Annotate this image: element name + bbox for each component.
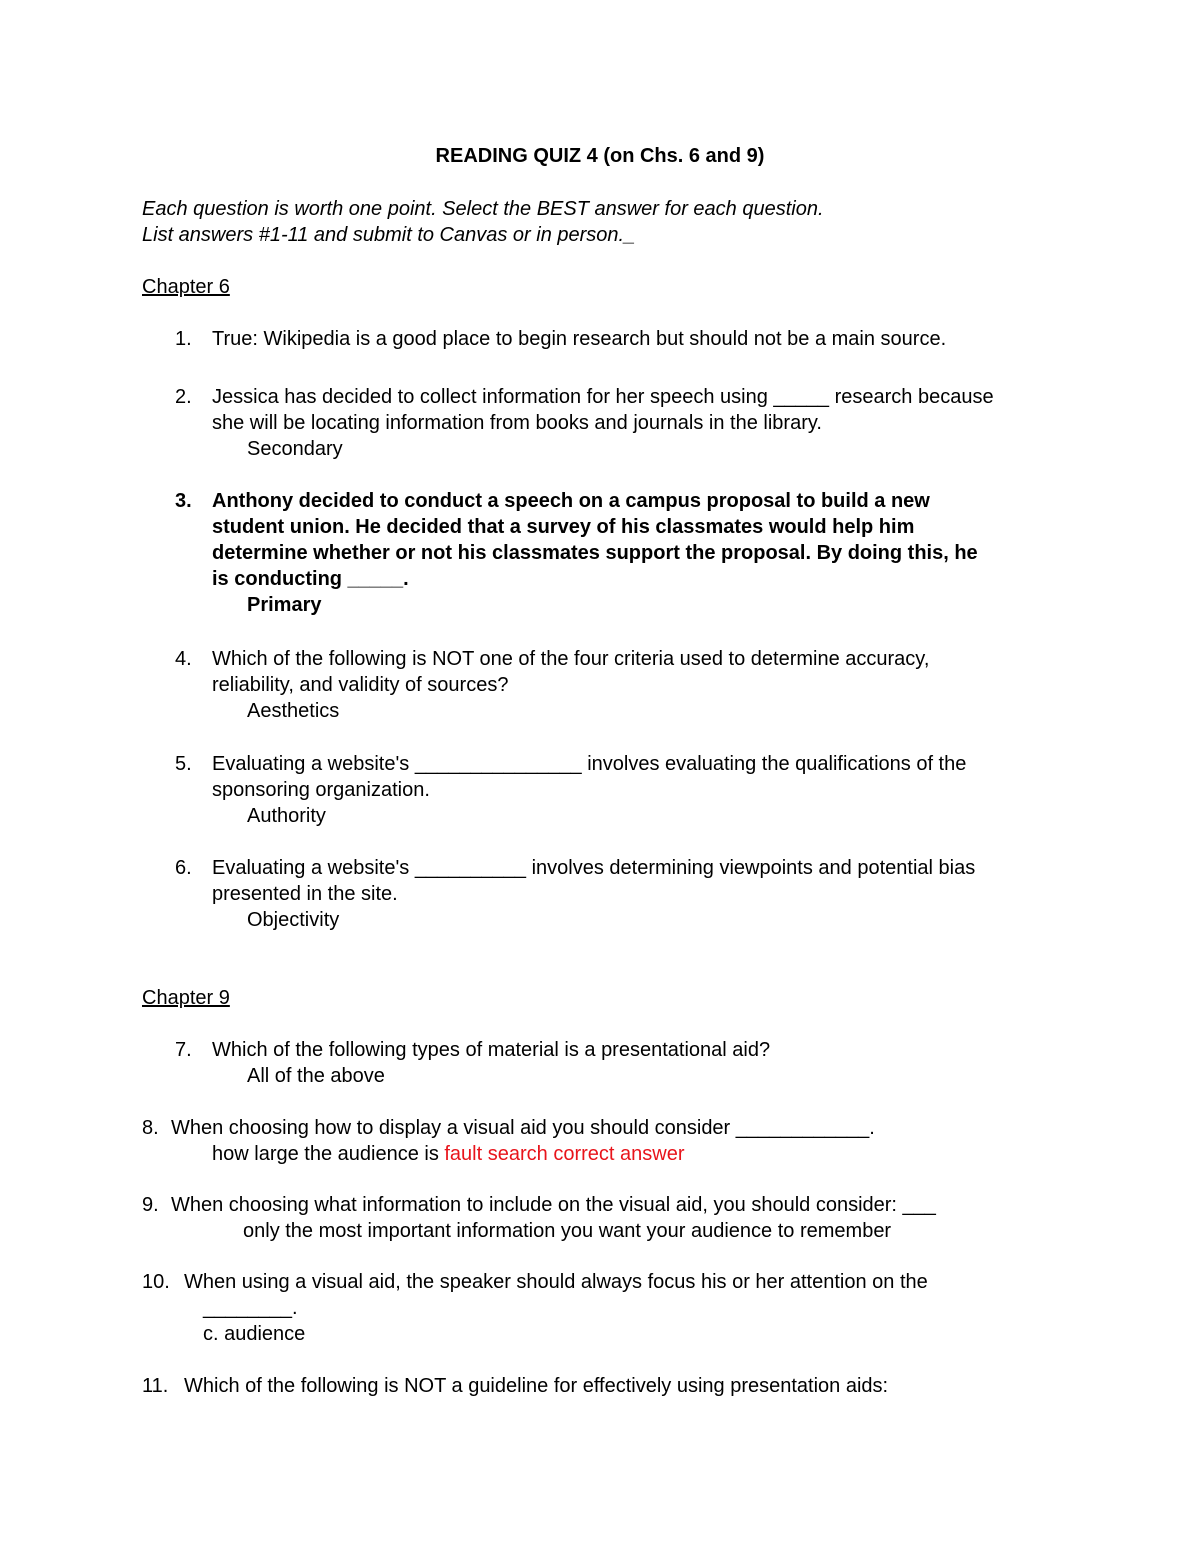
- question-8-text: When choosing how to display a visual aid you should consider ____________.: [171, 1117, 875, 1139]
- question-10-number: 10.: [142, 1271, 170, 1293]
- question-3-answer: Primary: [247, 594, 322, 616]
- question-9-answer: only the most important information you want your audience to remember: [243, 1220, 892, 1242]
- question-6-number: 6.: [175, 857, 192, 879]
- question-9-number: 9.: [142, 1194, 159, 1216]
- question-2-number: 2.: [175, 386, 192, 408]
- question-6-answer: Objectivity: [247, 909, 340, 931]
- question-8-number: 8.: [142, 1117, 159, 1139]
- question-2-line-2: she will be locating information from books and journals in the library.: [212, 412, 822, 434]
- question-8-note: fault search correct answer: [444, 1143, 685, 1165]
- question-11-text: Which of the following is NOT a guideline for effectively using presentation aids:: [184, 1375, 889, 1397]
- question-3-line-1: Anthony decided to conduct a speech on a campus proposal to build a new: [212, 490, 930, 512]
- instructions-line-2: List answers #1-11 and submit to Canvas or in person._: [142, 224, 636, 246]
- question-9-text: When choosing what information to include on the visual aid, you should consider: ___: [171, 1194, 936, 1216]
- question-4-line-2: reliability, and validity of sources?: [212, 674, 509, 696]
- question-4-answer: Aesthetics: [247, 700, 340, 722]
- question-2-answer: Secondary: [247, 438, 343, 460]
- question-5-answer: Authority: [247, 805, 326, 827]
- question-7-answer: All of the above: [247, 1065, 385, 1087]
- question-3-line-2: student union. He decided that a survey of his classmates would help him: [212, 516, 915, 538]
- question-8-answer-line: [212, 1141, 684, 1167]
- instructions-line-1: Each question is worth one point. Select the BEST answer for each question.: [142, 198, 824, 220]
- question-5-number: 5.: [175, 753, 192, 775]
- question-11-number: 11.: [142, 1375, 169, 1397]
- question-3-line-3: determine whether or not his classmates support the proposal. By doing this, he: [212, 542, 978, 564]
- question-3-number: 3.: [175, 490, 192, 512]
- question-10-line-2: ________.: [203, 1297, 298, 1319]
- question-7-text: Which of the following types of material is a presentational aid?: [212, 1039, 771, 1061]
- question-7-number: 7.: [175, 1039, 192, 1061]
- question-5-line-1: Evaluating a website's _______________ involves evaluating the qualifications of the: [212, 753, 967, 775]
- question-1-text: True: Wikipedia is a good place to begin research but should not be a main source.: [212, 328, 947, 350]
- question-10-answer: c. audience: [203, 1323, 306, 1345]
- question-2-line-1: Jessica has decided to collect information for her speech using _____ research because: [212, 386, 994, 408]
- chapter-9-heading: Chapter 9: [142, 987, 230, 1009]
- question-8-answer: how large the audience is: [212, 1143, 445, 1165]
- question-6-line-1: Evaluating a website's __________ involves determining viewpoints and potential bias: [212, 857, 976, 879]
- question-5-line-2: sponsoring organization.: [212, 779, 430, 801]
- question-3-line-4: is conducting _____.: [212, 568, 409, 590]
- question-4-number: 4.: [175, 648, 192, 670]
- page-title: READING QUIZ 4 (on Chs. 6 and 9): [435, 145, 765, 167]
- question-4-line-1: Which of the following is NOT one of the four criteria used to determine accuracy,: [212, 648, 930, 670]
- chapter-6-heading: Chapter 6: [142, 276, 230, 298]
- question-10-line-1: When using a visual aid, the speaker should always focus his or her attention on the: [184, 1271, 928, 1293]
- question-6-line-2: presented in the site.: [212, 883, 398, 905]
- question-1-number: 1.: [175, 328, 192, 350]
